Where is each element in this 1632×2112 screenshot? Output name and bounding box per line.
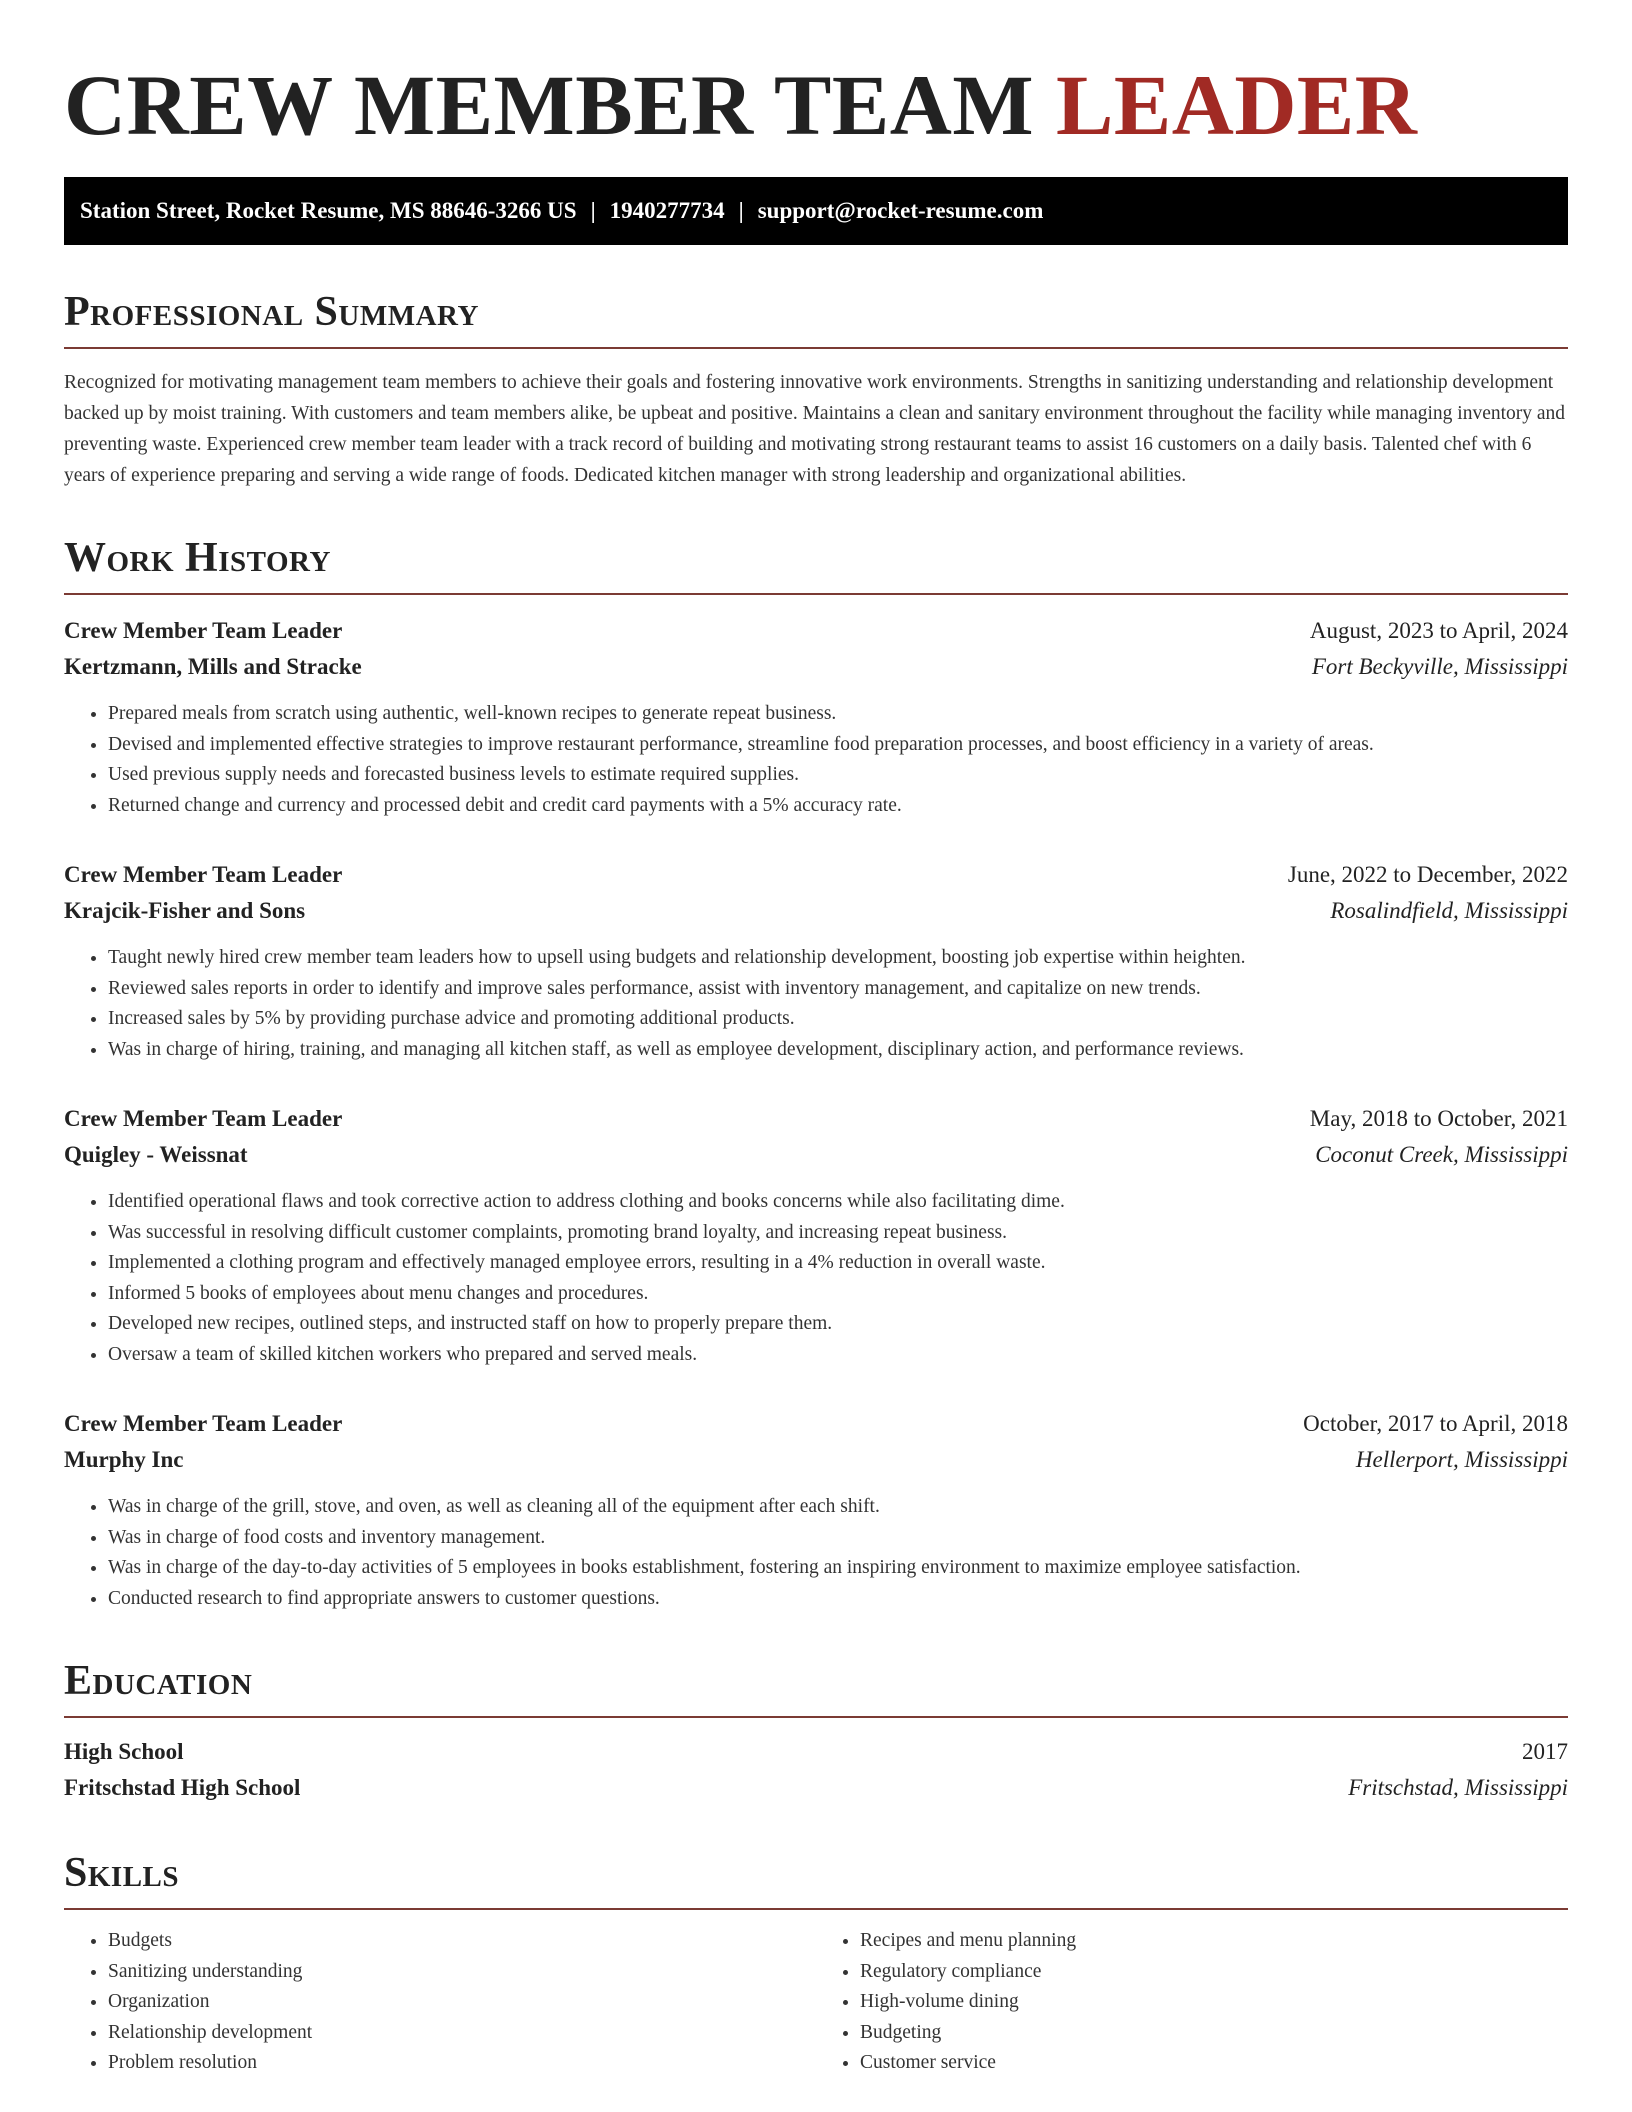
work-history-heading: Work History xyxy=(64,533,1568,595)
job-title: Crew Member Team Leader xyxy=(64,1106,343,1131)
resume-title xyxy=(64,55,1568,155)
contact-separator: | xyxy=(738,198,744,223)
job-location: Hellerport, Mississippi xyxy=(1355,1447,1568,1472)
skill-item: • Organization xyxy=(108,1987,816,2018)
job-bullet: • Was in charge of food costs and inventory management. xyxy=(108,1523,1568,1554)
education-entry xyxy=(64,1734,1568,1806)
job-dates: August, 2023 to April, 2024 xyxy=(1309,618,1568,643)
skills-heading: Skills xyxy=(64,1848,1568,1910)
education-year: 2017 xyxy=(1522,1739,1568,1764)
job-bullets xyxy=(64,943,1568,1065)
education-degree: High School xyxy=(64,1739,184,1764)
job-entry xyxy=(64,857,1568,1065)
job-bullets xyxy=(64,1492,1568,1614)
contact-separator: | xyxy=(590,198,596,223)
job-bullet: • Was in charge of the grill, stove, and oven, as well as cleaning all of the equipment after each shift. xyxy=(108,1492,1568,1523)
job-title: Crew Member Team Leader xyxy=(64,618,343,643)
education-heading: Education xyxy=(64,1656,1568,1718)
title-accent: LEADER xyxy=(1056,57,1418,153)
job-location: Coconut Creek, Mississippi xyxy=(1315,1142,1568,1167)
job-bullet: • Conducted research to find appropriate answers to customer questions. xyxy=(108,1584,1568,1615)
title-main: CREW MEMBER TEAM xyxy=(64,57,1034,153)
job-bullets xyxy=(64,1187,1568,1370)
skill-item: • High-volume dining xyxy=(860,1987,1568,2018)
job-entry xyxy=(64,1406,1568,1614)
job-bullet: • Returned change and currency and processed debit and credit card payments with a 5% accuracy rate. xyxy=(108,791,1568,822)
job-title: Crew Member Team Leader xyxy=(64,1411,343,1436)
job-bullet: • Identified operational flaws and took corrective action to address clothing and books concerns while also facilitating dime. xyxy=(108,1187,1568,1218)
job-company: Kertzmann, Mills and Stracke xyxy=(64,654,362,679)
education-school: Fritschstad High School xyxy=(64,1775,301,1800)
skill-item: • Budgets xyxy=(108,1926,816,1957)
education-location: Fritschstad, Mississippi xyxy=(1348,1775,1568,1800)
job-bullet: • Was successful in resolving difficult customer complaints, promoting brand loyalty, and increasing repeat business. xyxy=(108,1218,1568,1249)
job-title: Crew Member Team Leader xyxy=(64,862,343,887)
job-bullet: • Was in charge of hiring, training, and managing all kitchen staff, as well as employee development, disciplinary action, and performance reviews. xyxy=(108,1035,1568,1066)
job-bullet: • Reviewed sales reports in order to identify and improve sales performance, assist with inventory management, and capitalize on new trends. xyxy=(108,974,1568,1005)
summary-heading: Professional Summary xyxy=(64,287,1568,349)
skill-item: • Regulatory compliance xyxy=(860,1957,1568,1988)
job-entry xyxy=(64,613,1568,821)
skill-item: • Relationship development xyxy=(108,2018,816,2049)
job-bullet: • Developed new recipes, outlined steps, and instructed staff on how to properly prepare them. xyxy=(108,1309,1568,1340)
contact-bar xyxy=(64,177,1568,245)
skill-item: • Customer service xyxy=(860,2048,1568,2079)
skill-item: • Problem resolution xyxy=(108,2048,816,2079)
skill-item: • Recipes and menu planning xyxy=(860,1926,1568,1957)
job-bullet: • Devised and implemented effective strategies to improve restaurant performance, streamline food preparation processes, and boost efficiency in a variety of areas. xyxy=(108,730,1568,761)
summary-text: Recognized for motivating management team members to achieve their goals and fostering innovative work environments. Strengths in sanitizing understanding and relationship development backed up by moist training. With customers and team members alike, be upbeat and positive. Maintains a clean and sanitary environment throughout the facility while managing inventory and preventing waste. Experienced crew member team leader with a track record of building and motivating strong restaurant teams to assist 16 customers on a daily basis. Talented chef with 6 years of experience preparing and serving a wide range of foods. Dedicated kitchen manager with strong leadership and organizational abilities. xyxy=(64,372,1566,486)
job-company: Krajcik-Fisher and Sons xyxy=(64,898,306,923)
contact-phone: 1940277734 xyxy=(609,198,725,223)
job-entry xyxy=(64,1101,1568,1370)
job-bullet: • Taught newly hired crew member team leaders how to upsell using budgets and relationship development, boosting job expertise within heighten. xyxy=(108,943,1568,974)
job-dates: October, 2017 to April, 2018 xyxy=(1303,1411,1568,1436)
job-bullets xyxy=(64,699,1568,821)
job-bullet: • Increased sales by 5% by providing purchase advice and promoting additional products. xyxy=(108,1004,1568,1035)
job-company: Quigley - Weissnat xyxy=(64,1142,248,1167)
job-dates: June, 2022 to December, 2022 xyxy=(1287,862,1568,887)
job-dates: May, 2018 to October, 2021 xyxy=(1309,1106,1568,1131)
skills-list xyxy=(64,1926,1568,2079)
job-company: Murphy Inc xyxy=(64,1447,184,1472)
skills-column-right xyxy=(816,1926,1568,2079)
job-bullet: • Implemented a clothing program and effectively managed employee errors, resulting in a 4% reduction in overall waste. xyxy=(108,1248,1568,1279)
contact-address: Station Street, Rocket Resume, MS 88646-3266 US xyxy=(80,198,577,223)
job-bullet: • Informed 5 books of employees about menu changes and procedures. xyxy=(108,1279,1568,1310)
skill-item: • Budgeting xyxy=(860,2018,1568,2049)
contact-email: support@rocket-resume.com xyxy=(757,198,1044,223)
job-bullet: • Used previous supply needs and forecasted business levels to estimate required supplies. xyxy=(108,760,1568,791)
skills-column-left xyxy=(64,1926,816,2079)
job-bullet: • Oversaw a team of skilled kitchen workers who prepared and served meals. xyxy=(108,1340,1568,1371)
job-location: Fort Beckyville, Mississippi xyxy=(1311,654,1568,679)
job-location: Rosalindfield, Mississippi xyxy=(1330,898,1568,923)
job-bullet: • Prepared meals from scratch using authentic, well-known recipes to generate repeat business. xyxy=(108,699,1568,730)
skill-item: • Sanitizing understanding xyxy=(108,1957,816,1988)
job-bullet: • Was in charge of the day-to-day activities of 5 employees in books establishment, fostering an inspiring environment to maximize employee satisfaction. xyxy=(108,1553,1568,1584)
